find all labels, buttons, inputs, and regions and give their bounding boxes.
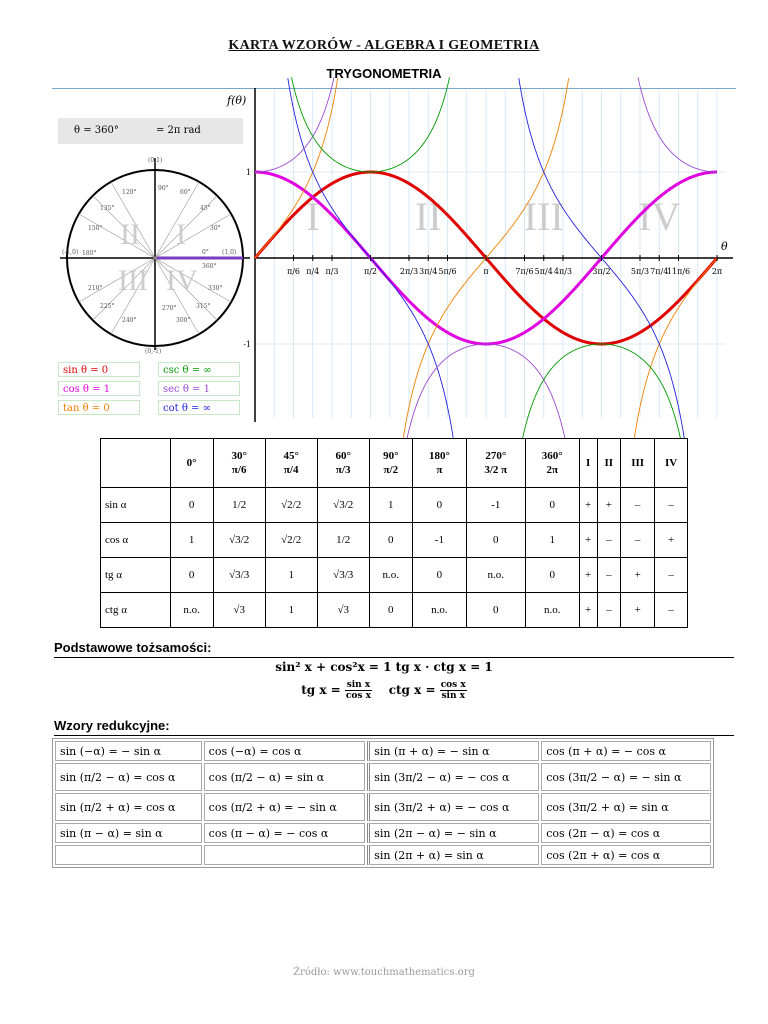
- formula-cell: [204, 845, 366, 865]
- y-tick-label: 1: [245, 168, 251, 177]
- formula-cell: cos (2π + α) = cos α: [541, 845, 711, 865]
- x-tick-label: π/2: [363, 267, 378, 276]
- table-cell: 1: [170, 523, 213, 558]
- table-cell: +: [579, 523, 597, 558]
- table-cell: +: [579, 558, 597, 593]
- table-cell: 1: [265, 593, 317, 628]
- formula-cell: cos (2π − α) = cos α: [541, 823, 711, 843]
- svg-text:150°: 150°: [88, 225, 103, 232]
- function-legend: [58, 362, 240, 418]
- theta-radians: = 2π rad: [156, 125, 201, 136]
- x-tick-label: π/3: [325, 267, 339, 276]
- divider: [54, 657, 734, 658]
- theta-readout: [58, 118, 243, 144]
- quadrant-region-label: II: [414, 194, 442, 239]
- x-tick-label: 3π/4: [419, 267, 438, 276]
- tg-lhs: tg x =: [301, 683, 341, 697]
- table-cell: –: [597, 558, 621, 593]
- table-cell: 0: [412, 488, 466, 523]
- svg-text:120°: 120°: [122, 189, 137, 196]
- section-subtitle: TRYGONOMETRIA: [326, 66, 442, 81]
- table-cell: n.o.: [369, 558, 412, 593]
- table-header-cell: [525, 439, 579, 488]
- table-row: [55, 793, 711, 821]
- formula-cell: sin (3π/2 − α) = − cos α: [367, 763, 539, 791]
- formula-cell: sin (π/2 + α) = cos α: [55, 793, 202, 821]
- formula-cell: sin (−α) = − sin α: [55, 741, 202, 761]
- svg-text:300°: 300°: [176, 317, 191, 324]
- divider: [54, 735, 734, 736]
- table-cell: +: [655, 523, 688, 558]
- table-cell: √3/2: [317, 488, 369, 523]
- tg-denominator: cos x: [345, 691, 371, 701]
- header-radians: π/3: [335, 464, 351, 476]
- trig-values-table: [100, 438, 688, 628]
- quadrant-region-label: III: [523, 194, 564, 239]
- x-tick-label: 3π/2: [592, 267, 611, 276]
- x-tick-label: 4π/3: [553, 267, 573, 276]
- table-cell: √2/2: [265, 488, 317, 523]
- x-tick-label: 5π/4: [534, 267, 553, 276]
- svg-text:360°: 360°: [202, 263, 217, 270]
- table-cell: 0: [525, 558, 579, 593]
- source-credit: Źródło: www.touchmathematics.org: [293, 967, 475, 978]
- formula-cell: cos (π/2 − α) = sin α: [204, 763, 366, 791]
- header-degrees: 270°: [485, 450, 507, 462]
- svg-text:135°: 135°: [100, 205, 115, 212]
- table-cell: +: [579, 593, 597, 628]
- table-header-cell: [412, 439, 466, 488]
- table-cell: –: [655, 593, 688, 628]
- x-tick-label: 7π/6: [515, 267, 534, 276]
- table-header-cell: [101, 439, 171, 488]
- header-degrees: 30°: [231, 450, 247, 462]
- y-tick-label: -1: [243, 340, 251, 349]
- table-cell: +: [621, 558, 655, 593]
- header-radians: π/6: [231, 464, 247, 476]
- table-header-cell: [621, 439, 655, 488]
- header-degrees: 60°: [335, 450, 351, 462]
- table-header-cell: [369, 439, 412, 488]
- table-row: [55, 763, 711, 791]
- header-degrees: III: [631, 457, 645, 469]
- ctg-numerator: cos x: [440, 680, 466, 690]
- identity-line-1: sin² x + cos²x = 1 tg x · ctg x = 1: [275, 660, 493, 674]
- quadrant-label-i: I: [176, 218, 186, 251]
- svg-text:90°: 90°: [158, 185, 169, 192]
- x-tick-label: π/6: [286, 267, 301, 276]
- legend-sin: sin θ = 0: [58, 362, 140, 377]
- table-cell: √3/3: [213, 558, 265, 593]
- svg-text:330°: 330°: [208, 285, 223, 292]
- table-cell: n.o.: [525, 593, 579, 628]
- table-cell: –: [597, 523, 621, 558]
- row-label: cos α: [101, 523, 171, 558]
- header-degrees: 90°: [383, 450, 399, 462]
- table-cell: –: [655, 558, 688, 593]
- quadrant-region-label: IV: [638, 194, 681, 239]
- x-tick-label: 5π/3: [630, 267, 650, 276]
- table-header-row: [101, 439, 688, 488]
- formula-cell: sin (3π/2 + α) = − cos α: [367, 793, 539, 821]
- table-cell: 1: [369, 488, 412, 523]
- formula-cell: cos (3π/2 − α) = − sin α: [541, 763, 711, 791]
- x-tick-label: 2π/3: [399, 267, 419, 276]
- x-tick-label: 2π: [711, 267, 723, 276]
- table-header-cell: [579, 439, 597, 488]
- reduction-heading: Wzory redukcyjne:: [54, 718, 170, 733]
- tg-numerator: sin x: [346, 680, 371, 690]
- row-label: ctg α: [101, 593, 171, 628]
- table-cell: +: [579, 488, 597, 523]
- header-degrees: 360°: [541, 450, 563, 462]
- formula-cell: cos (3π/2 + α) = sin α: [541, 793, 711, 821]
- legend-cot: cot θ = ∞: [158, 400, 240, 415]
- legend-sec: sec θ = 1: [158, 381, 240, 396]
- table-row: [55, 823, 711, 843]
- quadrant-label-ii: II: [120, 218, 140, 251]
- header-radians: π/2: [383, 464, 399, 476]
- table-header-cell: [317, 439, 369, 488]
- formula-cell: cos (π − α) = − cos α: [204, 823, 366, 843]
- ctg-lhs: ctg x =: [388, 683, 436, 697]
- table-cell: +: [621, 593, 655, 628]
- header-degrees: IV: [665, 457, 678, 469]
- header-degrees: II: [604, 457, 614, 469]
- table-header-cell: [466, 439, 525, 488]
- formula-cell: cos (π + α) = − cos α: [541, 741, 711, 761]
- table-header-cell: [265, 439, 317, 488]
- theta-degrees: θ = 360°: [74, 125, 119, 136]
- x-axis-label: θ: [721, 240, 728, 253]
- svg-text:(1,0): (1,0): [222, 249, 237, 256]
- formula-cell: sin (π/2 − α) = cos α: [55, 763, 202, 791]
- unit-circle: [50, 150, 255, 355]
- reduction-formulas-table: [52, 738, 714, 868]
- row-label: sin α: [101, 488, 171, 523]
- table-cell: 0: [525, 488, 579, 523]
- svg-text:210°: 210°: [88, 285, 103, 292]
- formula-cell: sin (π − α) = sin α: [55, 823, 202, 843]
- svg-text:45°: 45°: [200, 205, 211, 212]
- table-cell: 1/2: [213, 488, 265, 523]
- header-degrees: 45°: [283, 450, 299, 462]
- legend-tan: tan θ = 0: [58, 400, 140, 415]
- svg-text:(0,-1): (0,-1): [145, 348, 162, 355]
- table-header-cell: [597, 439, 621, 488]
- table-cell: 0: [369, 593, 412, 628]
- table-cell: n.o.: [170, 593, 213, 628]
- table-header-cell: [170, 439, 213, 488]
- table-cell: √3: [317, 593, 369, 628]
- table-cell: 0: [170, 558, 213, 593]
- formula-cell: sin (π + α) = − sin α: [367, 741, 539, 761]
- table-cell: 1: [525, 523, 579, 558]
- header-degrees: 180°: [428, 450, 450, 462]
- table-cell: √3: [213, 593, 265, 628]
- table-cell: 1: [265, 558, 317, 593]
- header-radians: 3/2 π: [484, 464, 508, 476]
- header-degrees: 0°: [186, 457, 197, 469]
- svg-text:240°: 240°: [122, 317, 137, 324]
- svg-text:(-1,0): (-1,0): [62, 249, 79, 256]
- svg-text:315°: 315°: [196, 303, 211, 310]
- svg-text:0°: 0°: [202, 249, 209, 256]
- table-row: [101, 593, 688, 628]
- svg-text:225°: 225°: [100, 303, 115, 310]
- table-cell: -1: [412, 523, 466, 558]
- legend-cos: cos θ = 1: [58, 381, 140, 396]
- table-cell: √3/2: [213, 523, 265, 558]
- table-cell: 0: [369, 523, 412, 558]
- identities-heading: Podstawowe tożsamości:: [54, 640, 212, 655]
- svg-text:270°: 270°: [162, 305, 177, 312]
- table-cell: 0: [466, 523, 525, 558]
- formula-cell: [55, 845, 202, 865]
- table-cell: √2/2: [265, 523, 317, 558]
- formula-cell: sin (2π + α) = sin α: [367, 845, 539, 865]
- ctg-fraction: [440, 680, 467, 701]
- quadrant-region-label: I: [306, 194, 320, 239]
- svg-text:30°: 30°: [210, 225, 221, 232]
- ctg-denominator: sin x: [441, 691, 465, 701]
- table-cell: –: [655, 488, 688, 523]
- y-axis-label: f(θ): [227, 94, 247, 107]
- table-cell: -1: [466, 488, 525, 523]
- table-cell: 1/2: [317, 523, 369, 558]
- svg-text:60°: 60°: [180, 189, 191, 196]
- tg-fraction: [345, 680, 372, 701]
- table-cell: –: [621, 488, 655, 523]
- table-row: [101, 488, 688, 523]
- header-radians: π: [436, 464, 443, 476]
- x-tick-label: 5π/6: [438, 267, 457, 276]
- table-cell: 0: [412, 558, 466, 593]
- table-cell: +: [597, 488, 621, 523]
- formula-cell: sin (2π − α) = − sin α: [367, 823, 539, 843]
- header-radians: 2π: [546, 464, 558, 476]
- page-title: KARTA WZORÓW - ALGEBRA I GEOMETRIA: [228, 38, 540, 53]
- table-cell: n.o.: [466, 558, 525, 593]
- header-degrees: I: [585, 457, 591, 469]
- row-label: tg α: [101, 558, 171, 593]
- table-cell: n.o.: [412, 593, 466, 628]
- table-cell: 0: [170, 488, 213, 523]
- table-cell: √3/3: [317, 558, 369, 593]
- formula-cell: cos (π/2 + α) = − sin α: [204, 793, 366, 821]
- formula-cell: cos (−α) = cos α: [204, 741, 366, 761]
- table-cell: 0: [466, 593, 525, 628]
- x-tick-label: π: [483, 267, 489, 276]
- header-radians: π/4: [283, 464, 299, 476]
- table-row: [55, 845, 711, 865]
- table-cell: –: [597, 593, 621, 628]
- table-row: [101, 523, 688, 558]
- x-tick-label: 11π/6: [666, 267, 691, 276]
- quadrant-label-iv: IV: [166, 264, 198, 297]
- svg-text:(0,1): (0,1): [148, 157, 163, 164]
- identity-line-2: [0, 680, 768, 701]
- legend-csc: csc θ = ∞: [158, 362, 240, 377]
- x-tick-label: π/4: [306, 267, 320, 276]
- table-cell: –: [621, 523, 655, 558]
- table-header-cell: [655, 439, 688, 488]
- table-row: [55, 741, 711, 761]
- quadrant-label-iii: III: [118, 264, 148, 297]
- table-row: [101, 558, 688, 593]
- x-tick-label: 7π/4: [650, 267, 669, 276]
- svg-text:180°: 180°: [82, 250, 97, 257]
- table-header-cell: [213, 439, 265, 488]
